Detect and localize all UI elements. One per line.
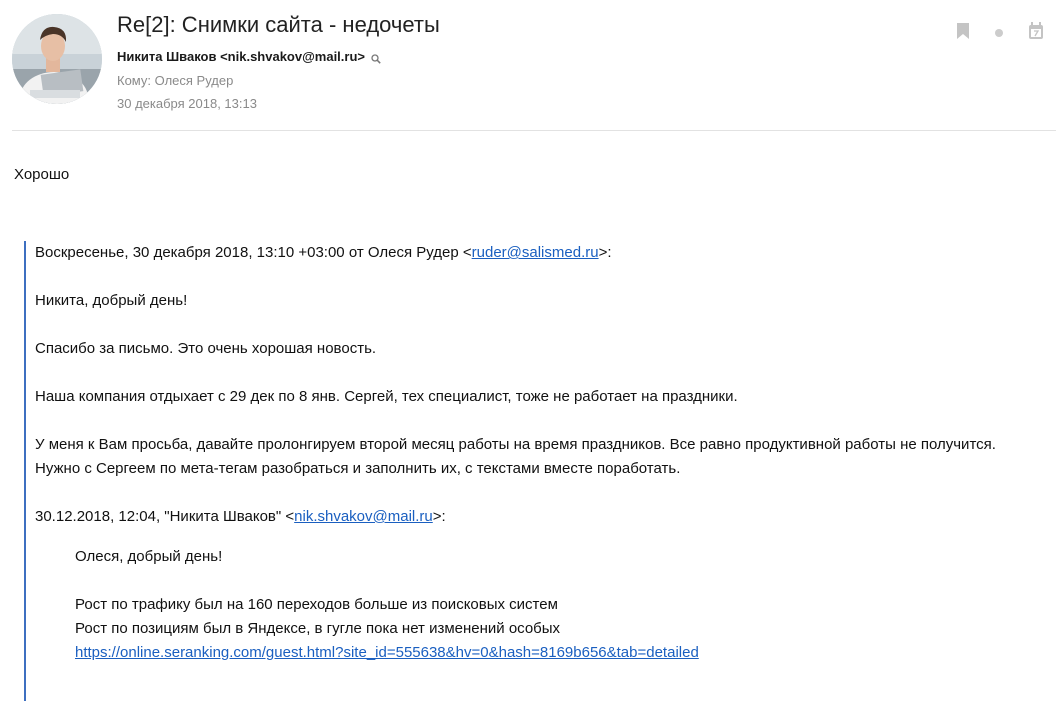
recipient-line (117, 73, 233, 88)
inner-greeting: Олеся, добрый день! (75, 548, 223, 565)
inner-sender-email-link[interactable]: nik.shvakov@mail.ru (294, 508, 433, 525)
quote-sender-email-link[interactable]: ruder@salismed.ru (471, 244, 599, 261)
dot-icon[interactable] (994, 25, 1004, 43)
recipient-name[interactable]: Олеся Рудер (154, 73, 234, 88)
calendar-icon[interactable] (1028, 22, 1044, 45)
reply-text: Хорошо (14, 166, 70, 183)
quote-paragraph-1: Спасибо за письмо. Это очень хорошая новость. (35, 340, 377, 357)
quote-greeting: Никита, добрый день! (35, 292, 188, 309)
quoted-message (24, 241, 1045, 701)
header-toolbar (956, 22, 1044, 45)
search-icon[interactable] (371, 52, 381, 62)
inner-quoted-message (35, 545, 1045, 665)
inner-line-1: Рост по трафику был на 160 переходов больше из поисковых систем (75, 596, 558, 613)
inner-line-2: Рост по позициям был в Яндексе, в гугле пока нет изменений особых (75, 620, 561, 637)
message-subject: Re[2]: Снимки сайта - недочеты (117, 12, 440, 37)
quote-header: Воскресенье, 30 декабря 2018, 13:10 +03:00 от Олеся Рудер <ruder@salismed.ru>: (35, 244, 612, 261)
avatar[interactable] (12, 14, 102, 104)
header-divider (12, 130, 1056, 131)
sender[interactable] (117, 49, 381, 64)
message-date: 30 декабря 2018, 13:13 (117, 96, 257, 111)
sender-name-email[interactable]: Никита Шваков <nik.shvakov@mail.ru> (117, 49, 365, 64)
message-header (0, 0, 1056, 131)
quote-paragraph-3-line-1: У меня к Вам просьба, давайте пролонгируем второй месяц работы на время праздников. Все равно продуктивной работы не получится. (35, 436, 996, 453)
to-label: Кому: (117, 73, 151, 88)
quote-paragraph-2: Наша компания отдыхает с 29 дек по 8 янв. Сергей, тех специалист, тоже не работает на праздники. (35, 388, 738, 405)
bookmark-icon[interactable] (956, 22, 970, 45)
inner-quote-header: 30.12.2018, 12:04, "Никита Шваков" <nik.shvakov@mail.ru>: (35, 508, 446, 525)
quote-paragraph-3-line-2: Нужно с Сергеем по мета-тегам разобраться и заполнить их, с текстами вместе поработать. (35, 460, 681, 477)
seranking-link[interactable]: https://online.seranking.com/guest.html?site_id=555638&hv=0&hash=8169b656&tab=detailed (75, 644, 699, 661)
